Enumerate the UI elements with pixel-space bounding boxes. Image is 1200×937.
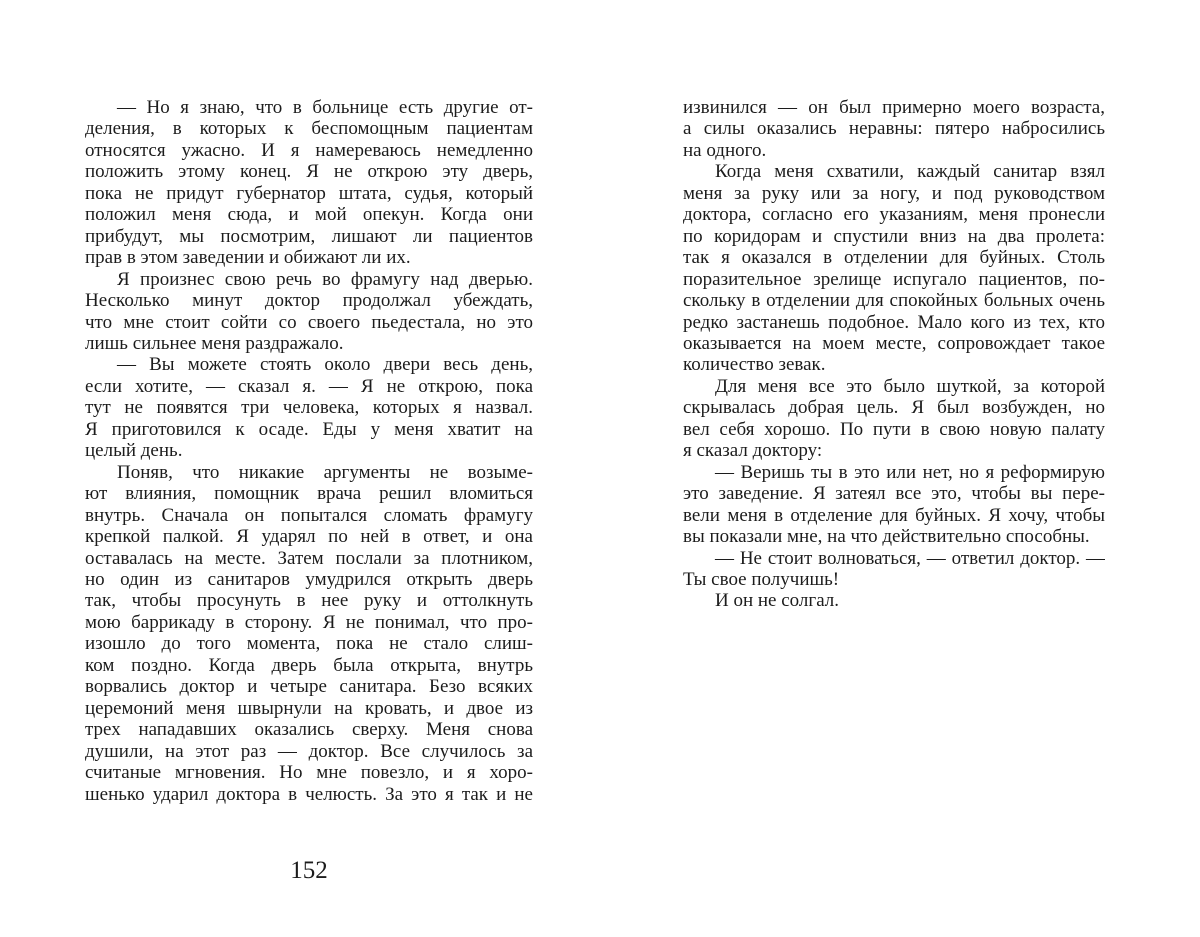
text-line: по коридорам и спустили вниз на два пролета: xyxy=(683,225,1105,247)
paragraph xyxy=(683,590,1105,611)
text-line: деления, в которых к беспомощным пациентам xyxy=(85,118,533,140)
text-line: — Не стоит волноваться, — ответил доктор. — xyxy=(715,547,1105,569)
paragraph xyxy=(85,269,533,355)
text-line: церемоний меня швырнули на кровать, и двое из xyxy=(85,697,533,719)
text-line: лишь сильнее меня раздражало. xyxy=(85,332,344,354)
text-line: редко застанешь подобное. Мало кого из тех, кто xyxy=(683,311,1105,333)
text-line: я сказал доктору: xyxy=(683,440,823,462)
text-line: крепкой палкой. Я ударял по ней в ответ, и она xyxy=(85,526,533,548)
text-line: так я оказался в отделении для буйных. Столь xyxy=(683,247,1105,269)
text-line: скольку в отделении для спокойных больных очень xyxy=(683,290,1105,312)
text-line: извинился — он был примерно моего возраста, xyxy=(683,97,1105,118)
text-line: на одного. xyxy=(683,139,767,161)
text-line: Несколько минут доктор продолжал убеждать, xyxy=(85,290,533,312)
text-line: вы показали мне, на что действительно способны. xyxy=(683,526,1090,548)
text-line: ют влияния, помощник врача решил вломиться xyxy=(85,483,533,505)
paragraph xyxy=(683,97,1105,161)
text-line: вели меня в отделение для буйных. Я хочу, чтобы xyxy=(683,504,1105,526)
text-line: целый день. xyxy=(85,440,183,462)
text-line: Когда меня схватили, каждый санитар взял xyxy=(715,161,1105,183)
right-text-column xyxy=(683,97,1105,612)
paragraph xyxy=(683,376,1105,462)
text-line: оказывается на моем месте, сопровождает такое xyxy=(683,332,1105,354)
paragraph xyxy=(85,97,533,269)
text-line: душили, на этот раз — доктор. Все случилось за xyxy=(85,740,533,762)
text-line: положил меня сюда, и мой опекун. Когда они xyxy=(85,204,533,226)
text-line: но один из санитаров умудрился открыть дверь xyxy=(85,568,533,590)
text-line: поразительное зрелище испугало пациентов, по- xyxy=(683,268,1105,290)
text-line: прибудут, мы посмотрим, лишают ли пациентов xyxy=(85,225,533,247)
text-line: считаные мгновения. Но мне повезло, и я хоро- xyxy=(85,762,533,784)
text-line: — Но я знаю, что в больнице есть другие от- xyxy=(117,97,533,118)
text-line: положить этому конец. Я не открою эту дверь, xyxy=(85,161,533,183)
text-line: ком поздно. Когда дверь была открыта, внутрь xyxy=(85,654,533,676)
text-line: вел себя хорошо. По пути в свою новую палату xyxy=(683,418,1105,440)
text-line: — Веришь ты в это или нет, но я реформирую xyxy=(715,461,1105,483)
text-line: шенько ударил доктора в челюсть. За это я так и не xyxy=(85,783,533,805)
text-line: мою баррикаду в сторону. Я не понимал, что про- xyxy=(85,611,533,633)
text-line: Для меня все это было шуткой, за которой xyxy=(715,375,1105,397)
text-line: Я произнес свою речь во фрамугу над дверью. xyxy=(117,268,533,290)
text-line: скрывалась добрая цель. Я был возбужден, но xyxy=(683,397,1105,419)
text-line: прав в этом заведении и обижают ли их. xyxy=(85,247,411,269)
text-line: внутрь. Сначала он попытался сломать фрамугу xyxy=(85,504,533,526)
page-number: 152 xyxy=(290,857,328,884)
text-line: — Вы можете стоять около двери весь день, xyxy=(117,354,533,376)
paragraph xyxy=(683,161,1105,376)
text-line: относятся ужасно. И я намереваюсь немедленно xyxy=(85,139,533,161)
text-line: И он не солгал. xyxy=(715,590,840,612)
text-line: Поняв, что никакие аргументы не возыме- xyxy=(117,461,533,483)
paragraph xyxy=(683,462,1105,548)
text-line: изошло до того момента, пока не стало слиш- xyxy=(85,633,533,655)
text-line: а силы оказались неравны: пятеро набросились xyxy=(683,118,1105,140)
text-line: это заведение. Я затеял все это, чтобы вы пере- xyxy=(683,483,1105,505)
text-line: оставалась на месте. Затем послали за плотником, xyxy=(85,547,533,569)
text-line: ворвались доктор и четыре санитара. Безо всяких xyxy=(85,676,533,698)
text-line: Ты свое получишь! xyxy=(683,568,840,590)
text-line: меня за руку или за ногу, и под руководством xyxy=(683,182,1105,204)
text-line: трех нападавших оказались сверху. Меня снова xyxy=(85,719,533,741)
text-line: что мне стоит сойти со своего пьедестала, но это xyxy=(85,311,533,333)
text-line: если хотите, — сказал я. — Я не открою, пока xyxy=(85,375,533,397)
text-line: Я приготовился к осаде. Еды у меня хватит на xyxy=(85,418,533,440)
text-line: так, чтобы просунуть в нее руку и оттолкнуть xyxy=(85,590,533,612)
paragraph xyxy=(85,354,533,461)
text-line: доктора, согласно его указаниям, меня пронесли xyxy=(683,204,1105,226)
paragraph xyxy=(683,548,1105,591)
paragraph xyxy=(85,462,533,805)
left-text-column xyxy=(85,97,533,805)
text-line: количество зевак. xyxy=(683,354,826,376)
text-line: тут не появятся три человека, которых я назвал. xyxy=(85,397,533,419)
text-line: пока не придут губернатор штата, судья, который xyxy=(85,182,533,204)
